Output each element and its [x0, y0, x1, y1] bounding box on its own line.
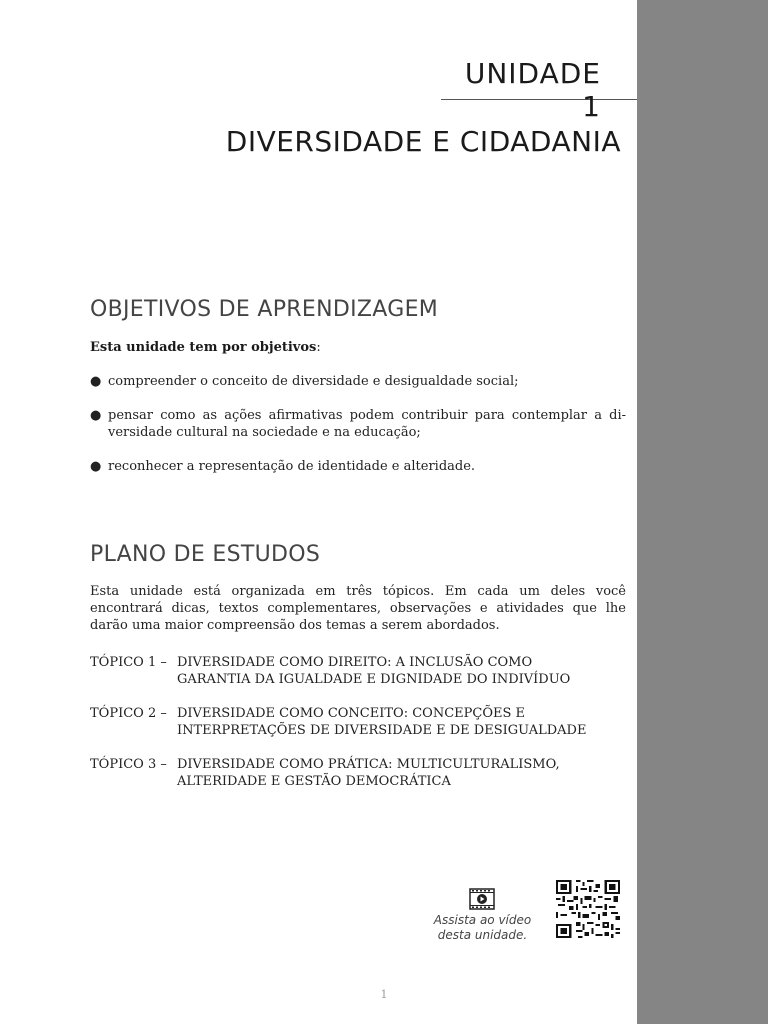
topic-label: TÓPICO 2 – — [90, 706, 167, 721]
qr-code-icon[interactable] — [556, 880, 620, 938]
topic-title-line1: DIVERSIDADE COMO CONCEITO: CONCEPÇÕES E — [177, 706, 526, 721]
bullet-icon: ● — [90, 408, 102, 423]
bullet-icon: ● — [90, 374, 102, 389]
topic-item — [90, 705, 630, 739]
objectives-intro-bold: Esta unidade tem por objetivos — [90, 340, 317, 355]
video-play-icon[interactable] — [469, 888, 495, 910]
unit-title: DIVERSIDADE E CIDADANIA — [225, 125, 621, 158]
study-plan-heading: PLANO DE ESTUDOS — [90, 542, 321, 567]
study-plan-text: Esta unidade está organizada em três tópicos. Em cada um deles você encontrará dicas, textos complementares, observações e atividades que lhe darão uma maior compreensão dos temas a serem abordados. — [90, 584, 626, 633]
topic-label: TÓPICO 3 – — [90, 757, 167, 772]
topic-title-line1: DIVERSIDADE COMO DIREITO: A INCLUSÃO COMO — [177, 655, 533, 670]
unit-label: UNIDADE 1 — [464, 57, 601, 123]
objectives-list — [90, 373, 626, 492]
topic-item — [90, 756, 630, 790]
page-number: 1 — [380, 988, 388, 1001]
objectives-intro-suffix: : — [316, 340, 321, 355]
topic-title-line2: GARANTIA DA IGUALDADE E DIGNIDADE DO INDIVÍDUO — [177, 672, 571, 687]
objective-item — [90, 458, 626, 475]
video-caption-line2: desta unidade. — [437, 928, 528, 942]
bullet-icon: ● — [90, 459, 102, 474]
topic-item — [90, 654, 630, 688]
topics-list — [90, 654, 630, 807]
video-caption-line1: Assista ao vídeo — [433, 913, 532, 927]
objectives-intro — [90, 340, 321, 355]
objective-item — [90, 407, 626, 441]
topic-title-line2: ALTERIDADE E GESTÃO DEMOCRÁTICA — [177, 774, 451, 789]
side-band — [637, 0, 768, 1024]
topic-title-line2: INTERPRETAÇÕES DE DIVERSIDADE E DE DESIGUALDADE — [177, 723, 587, 738]
objective-text: pensar como as ações afirmativas podem contribuir para contemplar a di- versidade cultural na sociedade e na educação; — [108, 408, 626, 440]
objective-text: reconhecer a representação de identidade e alteridade. — [108, 459, 476, 474]
objective-item — [90, 373, 626, 390]
topic-label: TÓPICO 1 – — [90, 655, 167, 670]
video-caption — [420, 913, 545, 943]
objective-text: compreender o conceito de diversidade e desigualdade social; — [108, 374, 519, 389]
unit-header — [441, 57, 637, 123]
topic-title-line1: DIVERSIDADE COMO PRÁTICA: MULTICULTURALISMO, — [177, 757, 560, 772]
objectives-heading: OBJETIVOS DE APRENDIZAGEM — [90, 297, 439, 322]
